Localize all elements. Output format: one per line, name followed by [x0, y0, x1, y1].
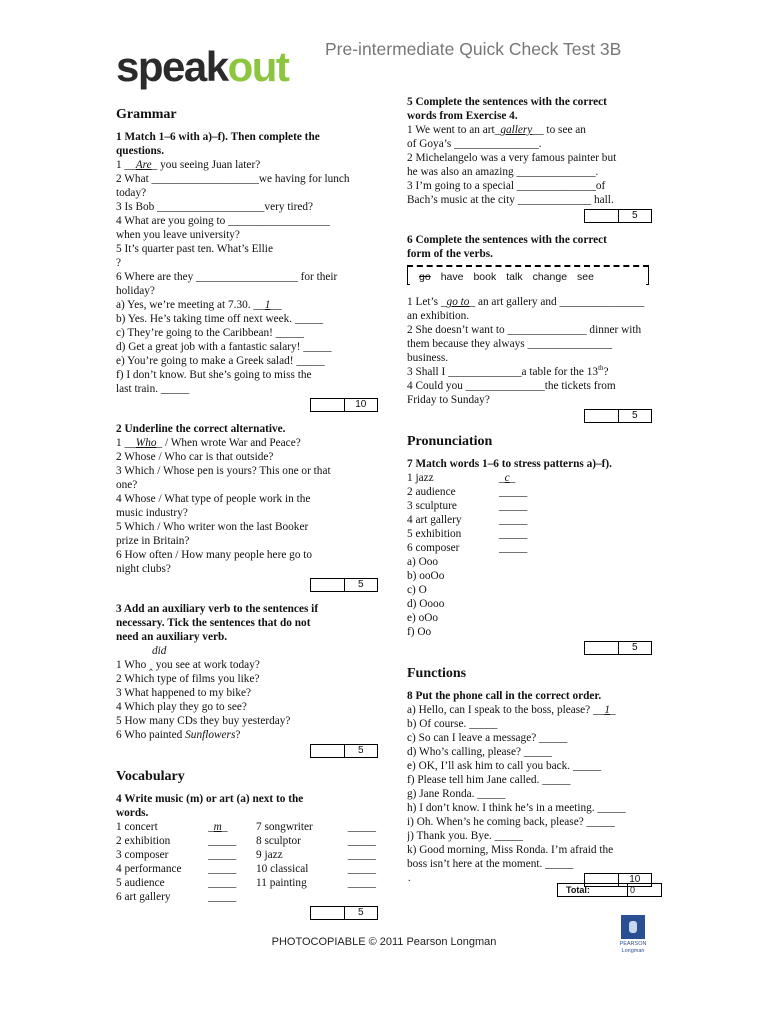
word: 1 concert: [116, 821, 158, 833]
word: 10 classical: [256, 863, 309, 875]
word-item: [116, 890, 256, 904]
line-text: c) They’re going to the Caribbean! _____: [116, 327, 305, 339]
exercise-line: [116, 520, 378, 534]
exercise-instruction: 4 Write music (m) or art (a) next to the: [116, 793, 304, 805]
answer-blank: _____: [499, 528, 528, 540]
exercise-line: [116, 172, 378, 186]
word: 4 performance: [116, 863, 182, 875]
word-item: [116, 876, 256, 890]
word: 6 art gallery: [116, 891, 171, 903]
line-text: 1 __: [116, 159, 136, 171]
word-box-item: go: [419, 271, 431, 283]
right-column: [407, 95, 652, 897]
exercise-line: [407, 123, 652, 137]
line-text: one?: [116, 479, 138, 491]
exercise-2: [116, 422, 378, 592]
word: 9 jazz: [256, 849, 283, 861]
line-text: he was also an amazing ______________.: [407, 166, 599, 178]
exercise-line: [407, 295, 652, 309]
exercise-line: [116, 228, 378, 242]
score-box: 5: [407, 209, 652, 223]
word: 2 audience: [407, 486, 456, 498]
line-text: __ to see an: [532, 124, 586, 136]
line-text: today?: [116, 187, 147, 199]
line-text: c) So can I leave a message? _____: [407, 732, 568, 744]
exercise-instruction: 3 Add an auxiliary verb to the sentences if: [116, 603, 319, 615]
exercise-line: [116, 562, 378, 576]
answer-blank: _____: [208, 849, 237, 861]
exercise-line: [116, 478, 378, 492]
exercise-line: [116, 312, 378, 326]
answer-blank: _____: [347, 863, 376, 875]
total-score-box: [557, 883, 662, 897]
example-answer: go to: [446, 296, 470, 308]
exercise-line: [116, 548, 378, 562]
line-text: e) OK, I’ll ask him to call you back. _____: [407, 760, 602, 772]
line-text: music industry?: [116, 507, 188, 519]
exercise-line: [407, 309, 652, 323]
line-text: night clubs?: [116, 563, 171, 575]
stress-pattern: a) Ooo: [407, 556, 439, 568]
line-text: _ an art gallery and _______________: [469, 296, 645, 308]
line-text: b) Yes. He’s taking time off next week. _____: [116, 313, 324, 325]
word-item: [116, 820, 256, 834]
line-text: of Goya’s _______________.: [407, 138, 542, 150]
exercise-line: [407, 351, 652, 365]
word-item: [407, 485, 652, 499]
word-box-item: change: [532, 271, 568, 283]
vocabulary-heading: Vocabulary: [116, 769, 185, 784]
word: 8 sculptor: [256, 835, 301, 847]
exercise-5: [407, 95, 652, 223]
word-box-item: see: [577, 271, 594, 283]
word-box-item: have: [440, 271, 464, 283]
example-answer: m: [213, 821, 222, 833]
line-text: e) You’re going to make a Greek salad! _____: [116, 355, 325, 367]
exercise-7: [407, 457, 652, 655]
line-text: Bach’s music at the city _____________ hall.: [407, 194, 614, 206]
line-text: 1 Let’s _: [407, 296, 447, 308]
score-box: 5: [407, 409, 652, 423]
exercise-1: [116, 130, 378, 412]
stress-pattern: c) O: [407, 584, 427, 596]
grammar-heading: Grammar: [116, 107, 177, 122]
total-label: Total:: [558, 884, 628, 896]
line-text: 2 Whose / Who car is that outside?: [116, 451, 274, 463]
exercise-line: [407, 801, 652, 815]
exercise-lines: [116, 658, 378, 742]
exercise-6: [407, 233, 652, 423]
line-text: a) Yes, we’re meeting at 7.30. __: [116, 299, 265, 311]
word: 11 painting: [256, 877, 307, 889]
line-text: 5 Which / Who writer won the last Booker: [116, 521, 309, 533]
word-box-item: talk: [506, 271, 523, 283]
exercise-line: 4 Which play they go to see?: [116, 701, 247, 713]
left-column: [116, 102, 378, 930]
word: 5 audience: [116, 877, 165, 889]
exercise-line: [407, 179, 652, 193]
line-text: them because they always _______________: [407, 338, 613, 350]
exercise-line: [116, 534, 378, 548]
exercise-line: 2 Which type of films you like?: [116, 673, 260, 685]
score-box: 10: [407, 873, 652, 887]
answer-blank: _: [221, 821, 228, 833]
line-text: 6 Where are they __________________ for their: [116, 271, 338, 283]
exercise-line: [407, 365, 652, 379]
exercise-line: [407, 745, 652, 759]
exercise-line: 5 How many CDs they buy yesterday?: [116, 715, 291, 727]
line-text: 3 Which / Whose pen is yours? This one or that: [116, 465, 331, 477]
line-text: ?: [116, 257, 122, 269]
word-item: [407, 527, 652, 541]
exercise-instruction: 8 Put the phone call in the correct order.: [407, 690, 602, 702]
line-text: 1 We went to an art_: [407, 124, 501, 136]
exercise-line: [116, 298, 378, 312]
line-text: __: [270, 299, 282, 311]
exercise-line: [407, 337, 652, 351]
test-title: Pre-intermediate Quick Check Test 3B: [325, 39, 622, 59]
word-item: [256, 862, 376, 876]
word-item: [256, 834, 376, 848]
exercise-line: [116, 436, 378, 450]
exercise-line: [407, 323, 652, 337]
line-text: d) Get a great job with a fantastic salary! _____: [116, 341, 332, 353]
footer-copyright: PHOTOCOPIABLE © 2011 Pearson Longman: [271, 936, 497, 948]
line-text: Friday to Sunday?: [407, 394, 490, 406]
exercise-line: [407, 843, 652, 857]
exercise-instruction: 7 Match words 1–6 to stress patterns a)–f).: [407, 458, 612, 470]
exercise-line: [116, 728, 378, 742]
exercise-instruction: form of the verbs.: [407, 248, 493, 260]
exercise-3: [116, 602, 378, 758]
line-text: holiday?: [116, 285, 155, 297]
line-text: _ you seeing Juan later?: [151, 159, 261, 171]
exercise-line: [407, 857, 652, 871]
word-item: [407, 471, 652, 485]
line-text: h) I don’t know. I think he’s in a meeting. _____: [407, 802, 626, 814]
exercise-line: [407, 165, 652, 179]
line-text: j) Thank you. Bye. _____: [407, 830, 523, 842]
score-box: 5: [407, 641, 652, 655]
answer-blank: _____: [499, 542, 528, 554]
exercise-line: 1 Who ‸ you see at work today?: [116, 659, 260, 671]
pearson-longman-logo: PEARSON Longman: [617, 915, 649, 961]
exercise-instruction: questions.: [116, 145, 165, 157]
score-box: 5: [116, 906, 378, 920]
example-answer: Are: [135, 159, 152, 171]
exercise-lines: [407, 123, 652, 207]
exercise-line: [116, 450, 378, 464]
word: 6 composer: [407, 542, 460, 554]
line-text: 6 Who painted: [116, 729, 186, 741]
line-text: 3 I’m going to a special ______________of: [407, 180, 606, 192]
exercise-instruction: 1 Match 1–6 with a)–f). Then complete the: [116, 131, 320, 143]
exercise-line: [116, 284, 378, 298]
line-text: a) Hello, can I speak to the boss, please? __: [407, 704, 605, 716]
line-text: 4 What are you going to __________________: [116, 215, 330, 227]
exercise-line: [407, 815, 652, 829]
word: 4 art gallery: [407, 514, 462, 526]
word-box-item: book: [473, 271, 497, 283]
line-text: 5 It’s quarter past ten. What’s Ellie: [116, 243, 273, 255]
exercise-line: [407, 773, 652, 787]
line-text: b) Of course. _____: [407, 718, 498, 730]
example-word: did: [152, 645, 167, 657]
exercise-line: [116, 158, 378, 172]
line-text: 4 Could you ______________the tickets from: [407, 380, 616, 392]
exercise-line: [407, 731, 652, 745]
exercise-8: [407, 689, 652, 887]
exercise-line: [407, 137, 652, 151]
answer-blank: _: [499, 472, 505, 484]
word-item: [116, 834, 256, 848]
line-text: prize in Britain?: [116, 535, 190, 547]
exercise-line: [407, 829, 652, 843]
answer-blank: _____: [347, 877, 376, 889]
score-box: 5: [116, 744, 378, 758]
exercise-line: [116, 186, 378, 200]
exercise-instruction: 5 Complete the sentences with the correct: [407, 96, 607, 108]
line-text: f) Please tell him Jane called. _____: [407, 774, 571, 786]
line-text: 6 How often / How many people here go to: [116, 549, 313, 561]
line-text: 2 She doesn’t want to ______________ dinner with: [407, 324, 642, 336]
functions-heading: Functions: [407, 666, 467, 681]
superscript: th: [598, 365, 604, 373]
word-item: [256, 876, 376, 890]
exercise-line: [407, 379, 652, 393]
word-box-words: [419, 270, 604, 284]
line-text: k) Good morning, Miss Ronda. I’m afraid the: [407, 844, 614, 856]
line-text: an exhibition.: [407, 310, 470, 322]
line-text: 1 __: [116, 437, 136, 449]
score-box: 5: [116, 578, 378, 592]
word: 3 composer: [116, 849, 169, 861]
exercise-lines: [116, 158, 378, 396]
answer-blank: _____: [347, 835, 376, 847]
exercise-line: [116, 256, 378, 270]
line-text: ?: [603, 366, 609, 378]
exercise-line: 3 What happened to my bike?: [116, 687, 251, 699]
line-text: ?: [235, 729, 241, 741]
line-text: last train. _____: [116, 383, 190, 395]
exercise-line: [116, 382, 378, 396]
exercise-instruction: need an auxiliary verb.: [116, 631, 228, 643]
exercise-lines: [116, 436, 378, 576]
exercise-line: [116, 464, 378, 478]
exercise-lines: [407, 703, 652, 871]
answer-blank: _____: [208, 877, 237, 889]
line-text: d) Who’s calling, please? _____: [407, 746, 553, 758]
word: 7 songwriter: [256, 821, 313, 833]
exercise-line: [407, 703, 652, 717]
word: 2 exhibition: [116, 835, 171, 847]
example-answer: 1: [264, 299, 271, 311]
word-list: [407, 471, 652, 555]
exercise-line: [116, 326, 378, 340]
exercise-line: [116, 354, 378, 368]
answer-blank: _____: [208, 891, 237, 903]
exercise-instruction: words.: [116, 807, 149, 819]
exercise-instruction: 6 Complete the sentences with the correct: [407, 234, 607, 246]
exercise-line: [116, 492, 378, 506]
line-text: when you leave university?: [116, 229, 240, 241]
example-answer: 1: [604, 704, 610, 716]
stress-pattern: e) oOo: [407, 612, 439, 624]
line-text: boss isn’t here at the moment. _____: [407, 858, 574, 870]
word-item: [407, 541, 652, 555]
pronunciation-heading: Pronunciation: [407, 434, 493, 449]
exercise-4: [116, 792, 378, 920]
example-answer: c: [504, 472, 510, 484]
word-item: [256, 820, 376, 834]
answer-blank: _____: [347, 821, 376, 833]
stress-pattern: b) ooOo: [407, 570, 445, 582]
example-answer: Who: [135, 437, 157, 449]
line-text: 3 Shall I _____________a table for the 13: [407, 366, 599, 378]
score-box: 10: [116, 398, 378, 412]
stress-pattern: f) Oo: [407, 626, 432, 638]
line-text: f) I don’t know. But she’s going to miss the: [116, 369, 312, 381]
word: 5 exhibition: [407, 528, 462, 540]
line-text: _ / When wrote War and Peace?: [156, 437, 301, 449]
total-value: 0: [630, 885, 636, 895]
word-item: [116, 848, 256, 862]
line-text: 2 What ___________________we having for lunch: [116, 173, 350, 185]
word-item: [407, 499, 652, 513]
exercise-line: [116, 506, 378, 520]
exercise-instruction: words from Exercise 4.: [407, 110, 518, 122]
italic-title: Sunflowers: [185, 729, 236, 741]
example-answer: gallery: [500, 124, 533, 136]
stress-pattern-list: [407, 555, 652, 639]
word-item: [116, 862, 256, 876]
word-column: [256, 820, 376, 904]
word-column: [116, 820, 256, 904]
exercise-line: [407, 759, 652, 773]
word-list: [116, 820, 378, 904]
exercise-line: [407, 193, 652, 207]
exercise-line: [116, 270, 378, 284]
exercise-line: [116, 242, 378, 256]
line-text: business.: [407, 352, 449, 364]
answer-blank: _____: [208, 835, 237, 847]
line-text: 3 Is Bob ___________________very tired?: [116, 201, 314, 213]
answer-blank: _____: [499, 500, 528, 512]
line-text: 2 Michelangelo was a very famous painter but: [407, 152, 617, 164]
word: 3 sculpture: [407, 500, 457, 512]
exercise-line: [407, 393, 652, 407]
exercise-instruction: 2 Underline the correct alternative.: [116, 423, 286, 435]
exercise-line: [407, 151, 652, 165]
word-item: [407, 513, 652, 527]
line-text: _: [609, 704, 616, 716]
line-text: 4 Whose / What type of people work in the: [116, 493, 311, 505]
line-text: g) Jane Ronda. _____: [407, 788, 506, 800]
exercise-line: [116, 214, 378, 228]
exercise-lines: [407, 295, 652, 407]
answer-blank: _: [509, 472, 516, 484]
exercise-line: [116, 200, 378, 214]
answer-blank: _____: [499, 514, 528, 526]
word: 1 jazz: [407, 472, 434, 484]
line-text: i) Oh. When’s he coming back, please? _____: [407, 816, 615, 828]
answer-blank: _____: [208, 863, 237, 875]
stress-pattern: d) Oooo: [407, 598, 445, 610]
word-item: [256, 848, 376, 862]
exercise-line: [116, 368, 378, 382]
answer-blank: _: [208, 821, 214, 833]
answer-blank: _____: [499, 486, 528, 498]
exercise-line: [116, 340, 378, 354]
exercise-instruction: necessary. Tick the sentences that do not: [116, 617, 311, 629]
exercise-line: [407, 787, 652, 801]
speakout-logo: speakout: [116, 43, 289, 90]
stray-dot: .: [408, 873, 411, 884]
exercise-line: [407, 717, 652, 731]
answer-blank: _____: [347, 849, 376, 861]
word-box: [407, 265, 649, 291]
